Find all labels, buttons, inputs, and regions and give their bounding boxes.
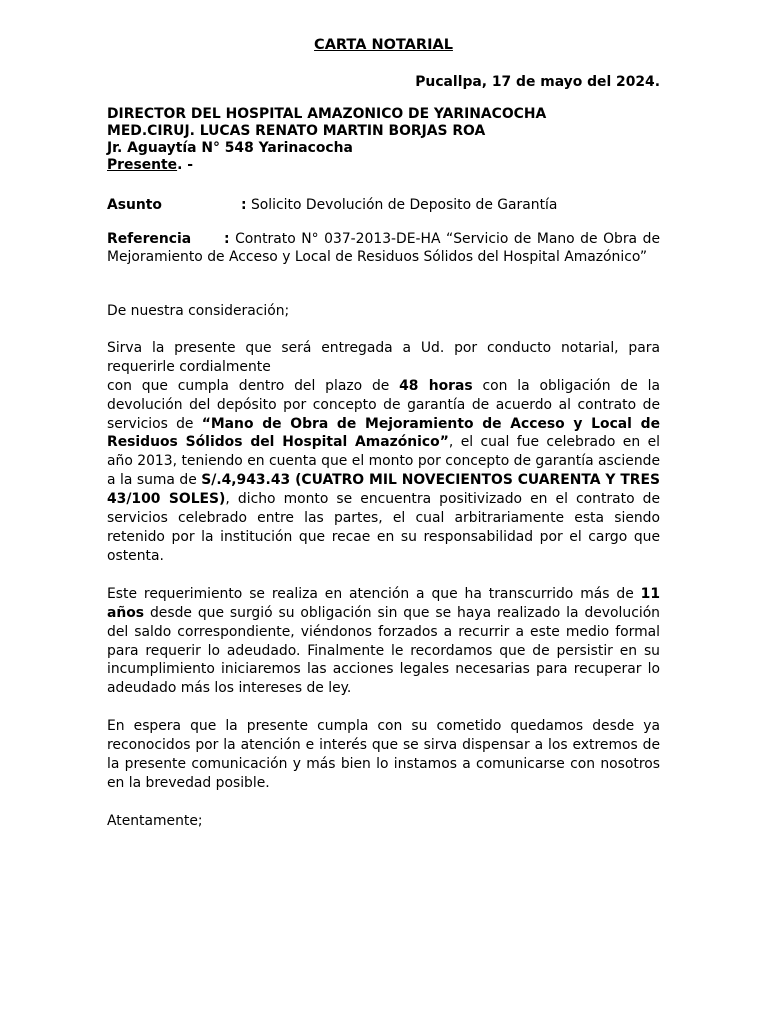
p1-contract-name: “Mano de Obra de Mejoramiento de Acceso y Local de Residuos Sólidos del Hospital Amazónico” (107, 415, 661, 451)
asunto-label: Asunto (107, 197, 162, 213)
paragraph-3: En espera que la presente cumpla con su cometido quedamos desde ya reconocidos por la atención e interés que se sirva dispensar a los extremos de la presente comunicación y más bien lo instamos a comunicarse con nosotros en la brevedad posible. (107, 718, 660, 791)
p2-years: 11 años (107, 585, 660, 621)
presente-line (107, 157, 660, 174)
paragraph-1 (107, 339, 660, 566)
asunto-colon: : (241, 197, 247, 213)
p1-text-2: con la obligación de la devolución del depósito por concepto de garantía de acuerdo al contrato de servicios de (107, 377, 660, 432)
referencia-row (107, 230, 660, 266)
closing: Atentamente; (107, 812, 203, 829)
paragraph-1-line-2: requerirle cordialmente (107, 358, 271, 375)
p2-text-1: Este requerimiento se realiza en atención a que ha transcurrido más de (107, 585, 641, 602)
recipient-line-2: MED.CIRUJ. LUCAS RENATO MARTIN BORJAS ROA (107, 123, 486, 139)
p1-amount: S/.4,943.43 (CUATRO MIL NOVECIENTOS CUARENTA Y TRES 43/100 SOLES) (107, 472, 661, 508)
asunto-row (107, 196, 660, 214)
letter-title: CARTA NOTARIAL (314, 37, 453, 53)
p1-text-3: , el cual fue celebrado en el año 2013, teniendo en cuenta que el monto por concepto de garantía asciende a la suma de (107, 434, 660, 489)
paragraph-1-line-1: Sirva la presente que será entregada a Ud. por conducto notarial, para (107, 339, 660, 356)
p1-deadline: 48 horas (399, 377, 473, 394)
presente-suffix: . - (177, 157, 193, 173)
referencia-text: Contrato N° 037-2013-DE-HA “Servicio de Mano de Obra de Mejoramiento de Acceso y Local de Residuos Sólidos del Hospital Amazónico” (107, 231, 660, 265)
letter-date: Pucallpa, 17 de mayo del 2024. (415, 74, 660, 90)
paragraph-2 (107, 585, 660, 698)
asunto-text: Solicito Devolución de Deposito de Garantía (246, 197, 558, 213)
presente-label: Presente (107, 157, 178, 173)
recipient-line-3: Jr. Aguaytía N° 548 Yarinacocha (107, 140, 353, 156)
recipient-line-1: DIRECTOR DEL HOSPITAL AMAZONICO DE YARINACOCHA (107, 106, 547, 122)
recipient-block (107, 106, 660, 174)
p1-text-4: , dicho monto se encuentra positivizado en el contrato de servicios celebrado entre las partes, el cual arbitrariamente esta siendo retenido por la institución que recae en su responsabilidad por el cargo que ostenta. (107, 491, 660, 564)
p2-text-2: desde que surgió su obligación sin que se haya realizado la devolución del saldo correspondiente, viéndonos forzados a recurrir a este medio formal para requerir lo adeudado. Finalmente le recordamos que de persistir en su incumplimiento iniciaremos las acciones legales necesarias para recuperar lo adeudado más los intereses de ley. (107, 604, 660, 697)
referencia-colon: : (224, 231, 230, 247)
referencia-label: Referencia (107, 231, 192, 247)
greeting: De nuestra consideración; (107, 303, 290, 319)
letter-page (107, 36, 660, 831)
paragraph-1-body (107, 377, 660, 566)
p1-text-1: con que cumpla dentro del plazo de (107, 377, 400, 394)
